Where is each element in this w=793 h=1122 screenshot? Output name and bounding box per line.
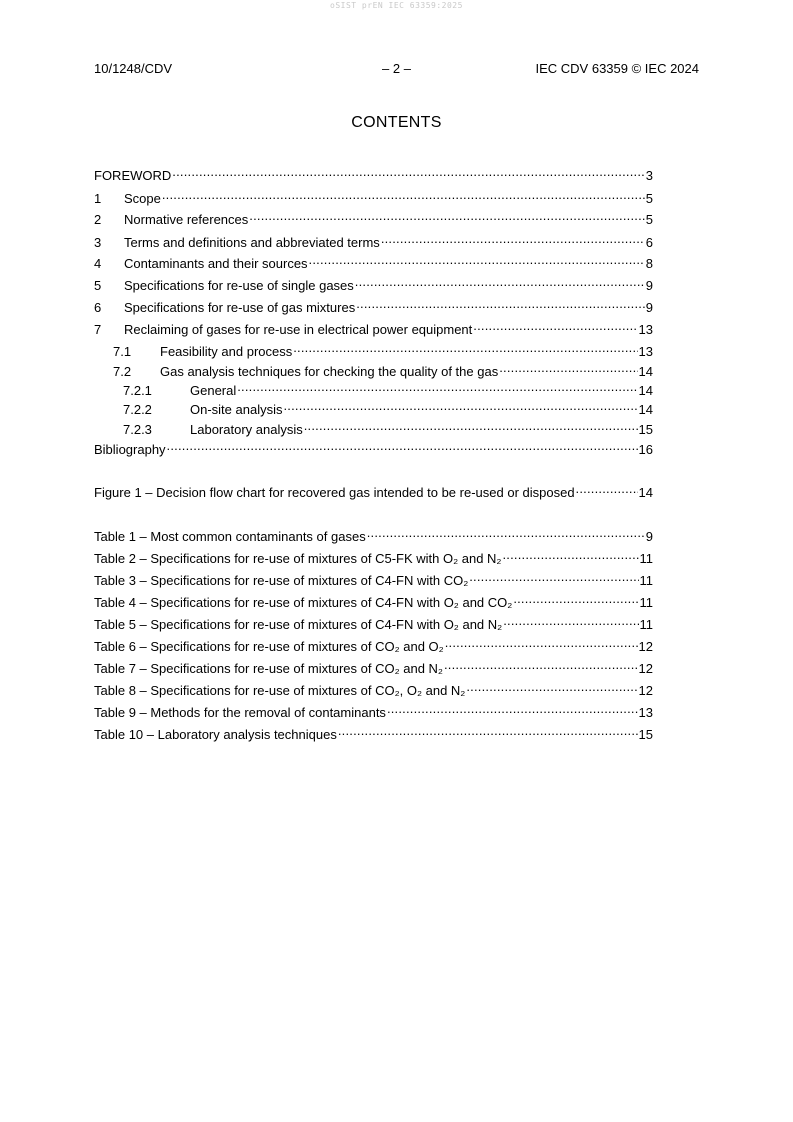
leader-dots xyxy=(162,187,645,203)
table-entry[interactable] xyxy=(94,547,653,566)
leader-dots xyxy=(237,379,637,395)
toc-entry-page: 14 xyxy=(638,383,653,398)
toc-entry-text: Specifications for re-use of gas mixtures xyxy=(124,300,356,315)
toc-entry-number: 6 xyxy=(94,300,102,315)
table-entry-text: Table 5 – Specifications for re-use of mixtures of C4-FN with O₂ and N₂ xyxy=(94,617,503,632)
page-number: – 2 – xyxy=(382,61,411,76)
table-entry[interactable] xyxy=(94,613,653,632)
figure-entry-text: Figure 1 – Decision flow chart for recovered gas intended to be re-used or disposed xyxy=(94,485,575,500)
toc-entry-text: FOREWORD xyxy=(94,168,172,183)
table-entry-page: 12 xyxy=(638,639,653,654)
leader-dots xyxy=(499,360,637,376)
table-entry-page: 13 xyxy=(638,705,653,720)
page-title: CONTENTS xyxy=(351,114,442,131)
table-entry-text: Table 1 – Most common contaminants of gases xyxy=(94,529,366,544)
toc-entry-page: 5 xyxy=(645,191,653,206)
toc-entry-page: 13 xyxy=(638,344,653,359)
leader-dots xyxy=(387,701,638,717)
table-entry-text: Table 4 – Specifications for re-use of mixtures of C4-FN with O₂ and CO₂ xyxy=(94,595,513,610)
toc-entry-gas-analysis[interactable] xyxy=(94,360,653,379)
toc-entry-page: 14 xyxy=(638,364,653,379)
table-entry[interactable] xyxy=(94,723,653,742)
toc-entry-on-site-analysis[interactable] xyxy=(94,398,653,417)
toc-entry-number: 7.2.2 xyxy=(123,402,152,417)
leader-dots xyxy=(503,613,638,629)
toc-entry-contaminants[interactable] xyxy=(94,252,653,271)
toc-entry-number: 5 xyxy=(94,278,102,293)
leader-dots xyxy=(502,547,638,563)
toc-entry-general[interactable] xyxy=(94,379,653,398)
toc-entry-number: 7 xyxy=(94,322,102,337)
toc-entry-text: Contaminants and their sources xyxy=(124,256,308,271)
toc-entry-number: 2 xyxy=(94,212,102,227)
toc-entry-number: 3 xyxy=(94,235,102,250)
toc-entry-laboratory-analysis[interactable] xyxy=(94,418,653,437)
toc-entry-page: 14 xyxy=(638,402,653,417)
toc-entry-terms[interactable] xyxy=(94,231,653,250)
table-entry-page: 11 xyxy=(639,573,653,588)
watermark: oSIST prEN IEC 63359:2025 xyxy=(330,1,463,10)
leader-dots xyxy=(445,635,638,651)
leader-dots xyxy=(381,231,645,247)
leader-dots xyxy=(304,418,638,434)
table-entry-page: 11 xyxy=(639,617,653,632)
leader-dots xyxy=(356,296,645,312)
table-entry-text: Table 10 – Laboratory analysis techniques xyxy=(94,727,337,742)
toc-entry-number: 7.1 xyxy=(113,344,132,359)
toc-entry-feasibility[interactable] xyxy=(94,340,653,359)
leader-dots xyxy=(283,398,637,414)
toc-entry-scope[interactable] xyxy=(94,187,653,206)
toc-entry-gas-mixtures[interactable] xyxy=(94,296,653,315)
table-entry-text: Table 6 – Specifications for re-use of mixtures of CO₂ and O₂ xyxy=(94,639,444,654)
table-entry-page: 15 xyxy=(638,727,653,742)
toc-entry-text: Terms and definitions and abbreviated terms xyxy=(124,235,380,250)
table-entry-page: 11 xyxy=(639,551,653,566)
toc-entry-page: 16 xyxy=(638,442,653,457)
toc-entry-reclaiming[interactable] xyxy=(94,318,653,337)
table-entry[interactable] xyxy=(94,635,653,654)
toc-entry-page: 3 xyxy=(645,168,653,183)
toc-entry-page: 13 xyxy=(638,322,653,337)
toc-entry-text: Gas analysis techniques for checking the quality of the gas xyxy=(160,364,499,379)
toc-entry-foreword[interactable] xyxy=(94,164,653,183)
leader-dots xyxy=(367,525,645,541)
leader-dots xyxy=(466,679,637,695)
toc-entry-number: 4 xyxy=(94,256,102,271)
figure-entry-page: 14 xyxy=(638,485,653,500)
page-header xyxy=(94,61,699,77)
leader-dots xyxy=(338,723,638,739)
toc-entry-text: Feasibility and process xyxy=(160,344,293,359)
copyright-notice: IEC CDV 63359 © IEC 2024 xyxy=(535,61,699,76)
toc-entry-page: 8 xyxy=(645,256,653,271)
toc-entry-text: Scope xyxy=(124,191,161,206)
toc-entry-bibliography[interactable] xyxy=(94,438,653,457)
toc-entry-page: 9 xyxy=(645,278,653,293)
leader-dots xyxy=(469,569,638,585)
toc-entry-page: 15 xyxy=(638,422,653,437)
table-entry-page: 12 xyxy=(638,683,653,698)
toc-entry-number: 7.2.3 xyxy=(123,422,152,437)
table-entry[interactable] xyxy=(94,525,653,544)
table-entry-page: 9 xyxy=(645,529,653,544)
toc-entry-text: Normative references xyxy=(124,212,249,227)
toc-entry-text: On-site analysis xyxy=(190,402,283,417)
toc-entry-page: 6 xyxy=(645,235,653,250)
document-id: 10/1248/CDV xyxy=(94,61,173,76)
leader-dots xyxy=(576,481,638,497)
table-entry[interactable] xyxy=(94,657,653,676)
table-entry[interactable] xyxy=(94,569,653,588)
leader-dots xyxy=(172,164,644,180)
leader-dots xyxy=(249,208,644,224)
table-entry[interactable] xyxy=(94,591,653,610)
toc-entry-number: 1 xyxy=(94,191,102,206)
toc-entry-normative-references[interactable] xyxy=(94,208,653,227)
leader-dots xyxy=(167,438,638,454)
table-entry-page: 11 xyxy=(639,595,653,610)
leader-dots xyxy=(473,318,637,334)
table-entry-text: Table 9 – Methods for the removal of contaminants xyxy=(94,705,386,720)
table-entry-text: Table 8 – Specifications for re-use of mixtures of CO₂, O₂ and N₂ xyxy=(94,683,466,698)
toc-entry-page: 9 xyxy=(645,300,653,315)
table-entry-text: Table 2 – Specifications for re-use of mixtures of C5-FK with O₂ and N₂ xyxy=(94,551,502,566)
toc-entry-text: Reclaiming of gases for re-use in electrical power equipment xyxy=(124,322,473,337)
toc-entry-text: General xyxy=(190,383,237,398)
toc-entry-text: Specifications for re-use of single gases xyxy=(124,278,354,293)
table-entry-text: Table 7 – Specifications for re-use of mixtures of CO₂ and N₂ xyxy=(94,661,443,676)
leader-dots xyxy=(444,657,638,673)
leader-dots xyxy=(355,274,645,290)
figure-entry[interactable] xyxy=(94,481,653,500)
toc-entry-number: 7.2 xyxy=(113,364,132,379)
table-entry[interactable] xyxy=(94,701,653,720)
table-entry-text: Table 3 – Specifications for re-use of mixtures of C4-FN with CO₂ xyxy=(94,573,469,588)
table-entry-page: 12 xyxy=(638,661,653,676)
leader-dots xyxy=(293,340,637,356)
toc-entry-page: 5 xyxy=(645,212,653,227)
toc-entry-text: Laboratory analysis xyxy=(190,422,303,437)
toc-entry-text: Bibliography xyxy=(94,442,166,457)
leader-dots xyxy=(309,252,645,268)
toc-entry-number: 7.2.1 xyxy=(123,383,152,398)
table-entry[interactable] xyxy=(94,679,653,698)
toc-entry-single-gases[interactable] xyxy=(94,274,653,293)
leader-dots xyxy=(513,591,638,607)
